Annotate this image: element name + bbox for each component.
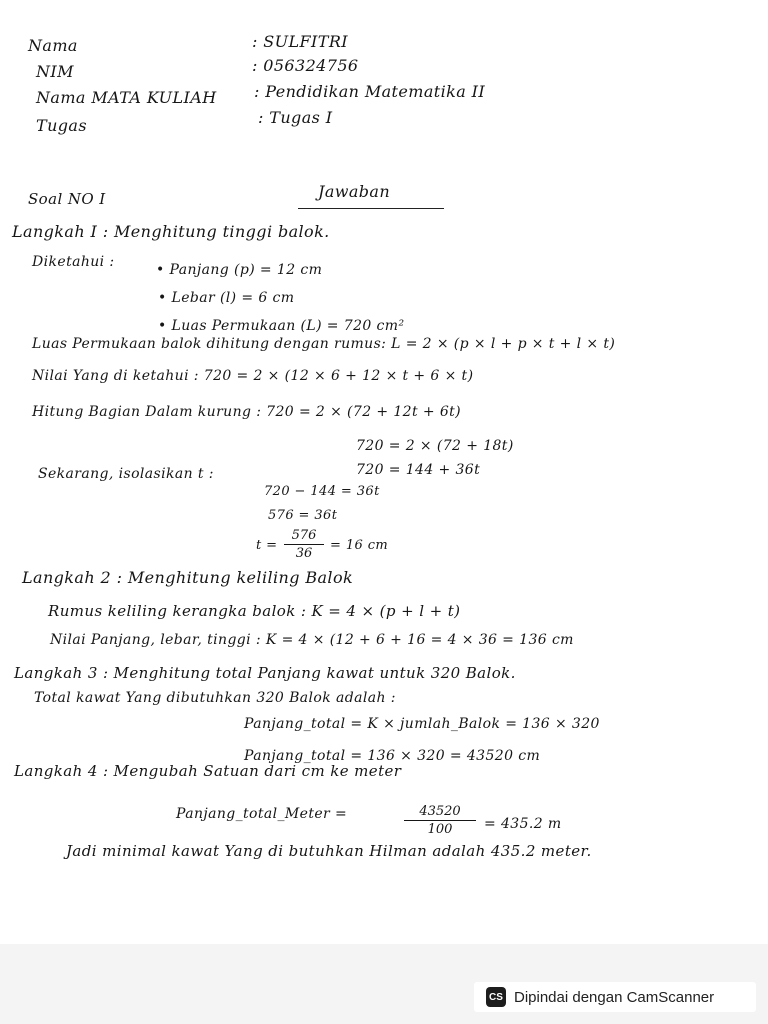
isolasi-step: 720 − 144 = 36t bbox=[264, 484, 380, 499]
camscanner-watermark bbox=[474, 982, 756, 1012]
langkah1-title: Langkah I : Menghitung tinggi balok. bbox=[12, 222, 330, 241]
kesimpulan: Jadi minimal kawat Yang di butuhkan Hilman adalah 435.2 meter. bbox=[66, 842, 592, 860]
diketahui-item: • Panjang (p) = 12 cm bbox=[156, 262, 323, 278]
langkah4-title: Langkah 4 : Mengubah Satuan dari cm ke meter bbox=[14, 762, 402, 780]
rumus-luas: Luas Permukaan balok dihitung dengan rumus: L = 2 × (p × l + p × t + l × t) bbox=[32, 336, 616, 352]
hitung-kurung: Hitung Bagian Dalam kurung : 720 = 2 × (72 + 12t + 6t) bbox=[32, 404, 462, 420]
jawaban-heading: Jawaban bbox=[318, 182, 391, 201]
label-tugas: Tugas bbox=[36, 116, 87, 135]
total-kawat: Total kawat Yang dibutuhkan 320 Balok adalah : bbox=[34, 690, 396, 706]
value-matkul: : Pendidikan Matematika II bbox=[254, 82, 486, 101]
t-result: = 16 cm bbox=[330, 538, 389, 553]
t-prefix: t = bbox=[256, 538, 278, 553]
isolasi-label: Sekarang, isolasikan t : bbox=[38, 466, 214, 482]
label-matkul: Nama MATA KULIAH bbox=[36, 88, 217, 107]
t-numerator: 576 bbox=[284, 528, 324, 545]
t-fraction bbox=[284, 528, 324, 561]
soal-label: Soal NO I bbox=[28, 190, 106, 208]
meter-result: = 435.2 m bbox=[484, 816, 562, 832]
value-nim: : 056324756 bbox=[252, 56, 359, 75]
value-tugas: : Tugas I bbox=[258, 108, 333, 127]
label-nama: Nama bbox=[28, 36, 78, 55]
t-denominator: 36 bbox=[295, 546, 313, 561]
meter-denominator: 100 bbox=[427, 822, 453, 837]
nilai-keliling: Nilai Panjang, lebar, tinggi : K = 4 × (12 + 6 + 16 = 4 × 36 = 136 cm bbox=[50, 632, 574, 648]
label-nim: NIM bbox=[36, 62, 74, 81]
diketahui-item: • Lebar (l) = 6 cm bbox=[158, 290, 295, 306]
camscanner-logo-icon: CS bbox=[486, 987, 506, 1007]
jawaban-underline bbox=[298, 208, 444, 209]
langkah3-title: Langkah 3 : Menghitung total Panjang kawat untuk 320 Balok. bbox=[14, 664, 516, 682]
panjang-total-1: Panjang_total = K × jumlah_Balok = 136 × 320 bbox=[244, 716, 600, 732]
rumus-keliling: Rumus keliling kerangka balok : K = 4 × (p + l + t) bbox=[48, 602, 461, 620]
panjang-total-2: Panjang_total = 136 × 320 = 43520 cm bbox=[244, 748, 541, 764]
diketahui-label: Diketahui : bbox=[32, 254, 115, 270]
hitung-step: 720 = 144 + 36t bbox=[356, 462, 481, 478]
isolasi-step: 576 = 36t bbox=[268, 508, 338, 523]
meter-prefix: Panjang_total_Meter = bbox=[176, 806, 348, 822]
nilai-diketahui: Nilai Yang di ketahui : 720 = 2 × (12 × 6 + 12 × t + 6 × t) bbox=[32, 368, 474, 384]
meter-numerator: 43520 bbox=[404, 804, 476, 821]
meter-fraction bbox=[404, 804, 476, 837]
value-nama: : SULFITRI bbox=[252, 32, 349, 51]
langkah2-title: Langkah 2 : Menghitung keliling Balok bbox=[22, 568, 354, 587]
hitung-step: 720 = 2 × (72 + 18t) bbox=[356, 438, 514, 454]
camscanner-text: Dipindai dengan CamScanner bbox=[514, 988, 715, 1006]
diketahui-item: • Luas Permukaan (L) = 720 cm² bbox=[158, 318, 405, 334]
